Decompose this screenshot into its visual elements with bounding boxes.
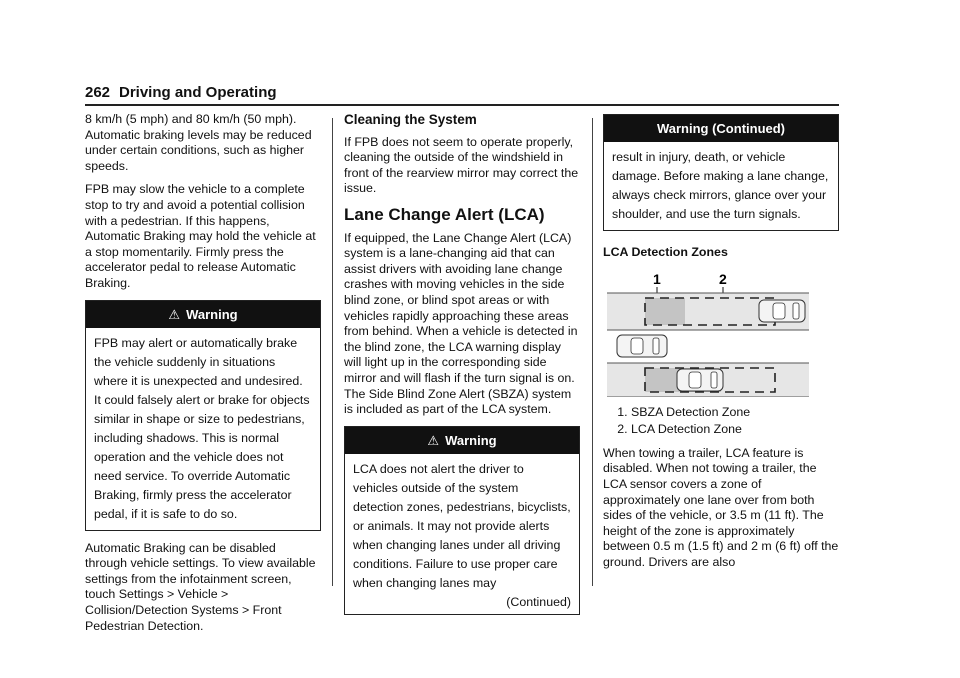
page-header bbox=[85, 82, 839, 104]
continued-label: (Continued) bbox=[506, 594, 571, 609]
page-number: 262 bbox=[85, 84, 111, 101]
paragraph: If FPB does not seem to operate properly, cleaning the outside of the windshield in front of the rearview mirror may correct the issue. bbox=[344, 134, 579, 196]
warning-header: Warning (Continued) bbox=[604, 115, 838, 142]
warning-body: result in injury, death, or vehicle damage. Before making a lane change, always check mirrors, glance over your shoulder, and use the turn signals. bbox=[612, 150, 829, 221]
warning-body: FPB may alert or automatically brake the vehicle suddenly in situations where it is unexpected and undesired. It could falsely alert or brake for objects similar in shape or size to pedestrians, including shadows. This is normal operation and the vehicle does not need service. To override Automatic Braking, firmly press the accelerator pedal, if it is safe to do so. bbox=[94, 335, 310, 521]
warning-box bbox=[603, 114, 839, 231]
paragraph: FPB may slow the vehicle to a complete stop to try and avoid a potential collision with a pedestrian. If this happens, Automatic Braking may hold the vehicle at a stop momentarily. Firmly press the accelerator pedal to release Automatic Braking. bbox=[85, 182, 316, 290]
warning-body bbox=[345, 454, 579, 614]
sbza-zone bbox=[645, 298, 685, 325]
figure-legend bbox=[603, 405, 839, 438]
lca-zone-diagram bbox=[607, 267, 809, 397]
warning-triangle-icon: ⚠ bbox=[427, 432, 440, 448]
warning-title: Warning bbox=[186, 306, 238, 322]
lca-detection-zone-figure bbox=[607, 267, 809, 397]
warning-header bbox=[345, 427, 579, 454]
warning-triangle-icon: ⚠ bbox=[168, 306, 181, 322]
paragraph: 8 km/h (5 mph) and 80 km/h (50 mph). Automatic braking levels may be reduced under certain conditions, such as higher speeds. bbox=[85, 112, 312, 173]
column-2 bbox=[344, 112, 580, 625]
column-divider bbox=[592, 118, 593, 586]
car-icon bbox=[677, 369, 723, 391]
header-rule bbox=[85, 104, 839, 106]
callout-2: 2 bbox=[719, 270, 727, 287]
warning-title: Warning bbox=[445, 432, 497, 448]
warning-box bbox=[85, 300, 321, 531]
warning-header bbox=[86, 301, 320, 328]
callout-1: 1 bbox=[653, 270, 661, 287]
section-title: Driving and Operating bbox=[119, 84, 277, 101]
legend-item: 2. LCA Detection Zone bbox=[631, 422, 839, 438]
column-divider bbox=[332, 118, 333, 586]
figure-title: LCA Detection Zones bbox=[603, 245, 728, 259]
section-heading: Lane Change Alert (LCA) bbox=[344, 204, 545, 224]
subsection-title: Cleaning the System bbox=[344, 112, 477, 127]
car-icon bbox=[617, 335, 667, 357]
paragraph: Automatic Braking can be disabled through vehicle settings. To view available settings from the infotainment screen, touch Settings > Vehicle > Collision/Detection Systems > Front Pedestrian Detection. bbox=[85, 540, 316, 633]
legend-item: 1. SBZA Detection Zone bbox=[631, 405, 839, 421]
car-icon bbox=[759, 300, 805, 322]
column-1 bbox=[85, 112, 321, 642]
warning-text: LCA does not alert the driver to vehicles outside of the system detection zones, pedestrians, bicyclists, or animals. It may not provide alerts when changing lanes under all driving conditions. Failure to use proper care when changing lanes may bbox=[353, 461, 571, 590]
paragraph: If equipped, the Lane Change Alert (LCA) system is a lane-changing aid that can assist drivers with avoiding lane change crashes with moving vehicles in the side blind zone, or blind spot areas or with vehicles rapidly approaching these areas from behind. When a vehicle is detected in the blind zone, the LCA warning display will light up in the corresponding side mirror and will flash if the turn signal is on. The Side Blind Zone Alert (SBZA) system is included as part of the LCA system. bbox=[344, 230, 578, 417]
column-3 bbox=[603, 114, 839, 579]
warning-box bbox=[344, 426, 580, 615]
paragraph: When towing a trailer, LCA feature is disabled. When not towing a trailer, the LCA sensor covers a zone of approximately one lane over from both sides of the vehicle, or 3.5 m (11 ft). The height of the zone is approximately between 0.5 m (1.5 ft) and 2 m (6 ft) off the ground. Drivers are also bbox=[603, 445, 839, 569]
